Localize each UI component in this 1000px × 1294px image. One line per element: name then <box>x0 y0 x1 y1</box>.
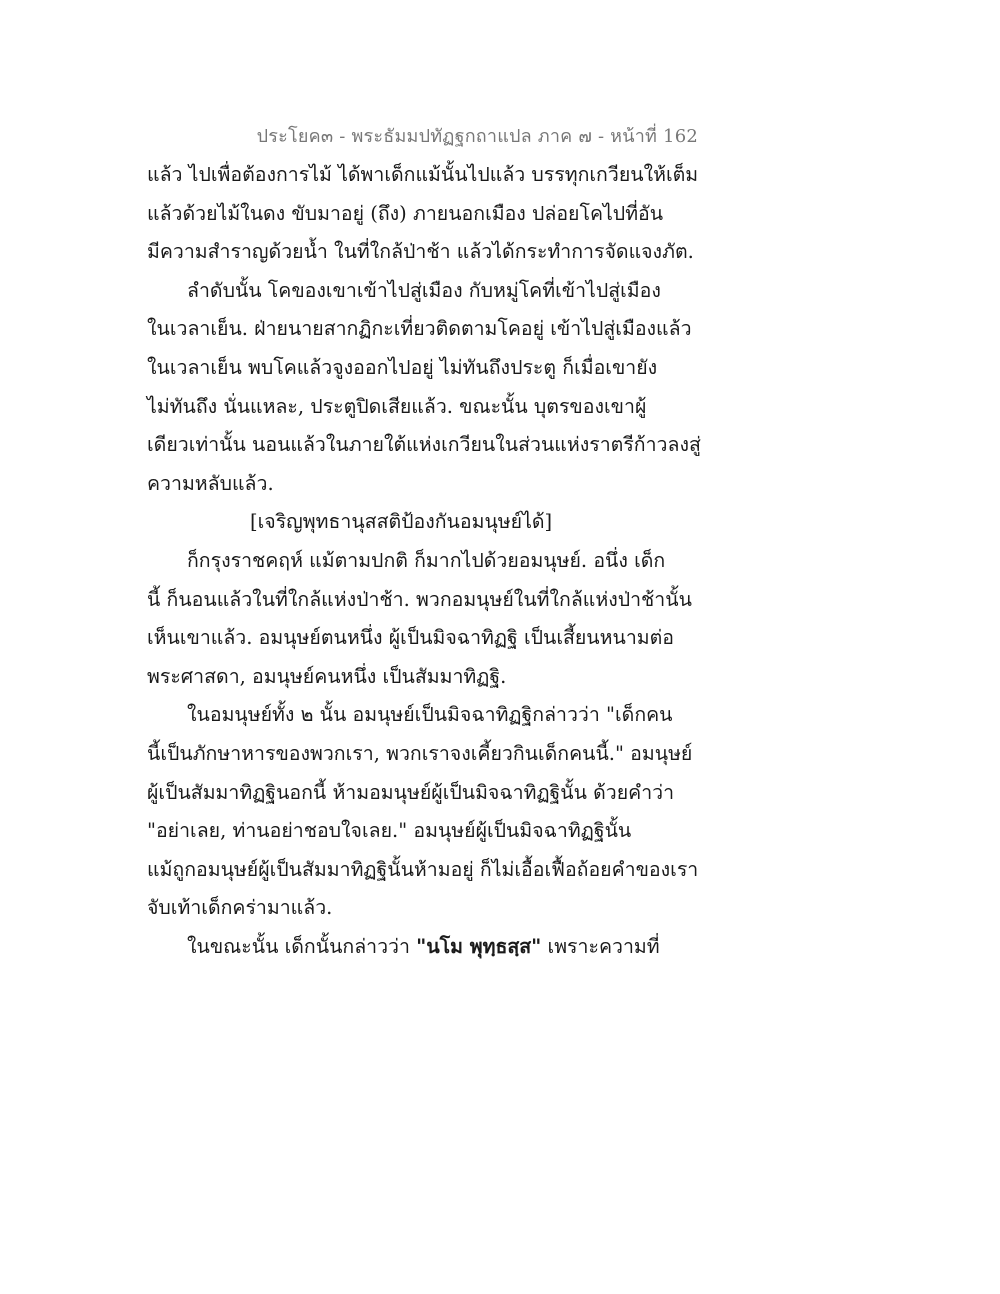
running-header: ประโยค๓ - พระธัมมปทัฏฐกถาแปล ภาค ๗ - หน้าที่ 162 <box>256 126 698 147</box>
paragraph-1 <box>147 156 707 272</box>
body-text <box>147 156 707 966</box>
text-line: "อย่าเลย, ท่านอย่าชอบใจเลย." อมนุษย์ผู้เป็นมิจฉาทิฏฐินั้น <box>147 819 632 843</box>
text-line: พระศาสดา, อมนุษย์คนหนึ่ง เป็นสัมมาทิฏฐิ. <box>147 664 507 688</box>
paragraph-2 <box>147 272 707 504</box>
text-line: เดียวเท่านั้น นอนแล้วในภายใต้แห่งเกวียนในส่วนแห่งราตรีก้าวลงสู่ <box>147 433 701 457</box>
text-line: จับเท้าเด็กคร่ามาแล้ว. <box>147 896 333 920</box>
pali-phrase: "นโม พุทฺธสฺส" <box>416 934 542 958</box>
text-line: แล้วด้วยไม้ในดง ขับมาอยู่ (ถึง) ภายนอกเมือง ปล่อยโคไปที่อัน <box>147 201 664 225</box>
paragraph-3 <box>147 542 707 696</box>
text-line: ในเวลาเย็น พบโคแล้วจูงออกไปอยู่ ไม่ทันถึงประตู ก็เมื่อเขายัง <box>147 355 658 379</box>
text-line: แม้ถูกอมนุษย์ผู้เป็นสัมมาทิฏฐินั้นห้ามอยู่ ก็ไม่เอื้อเฟื้อถ้อยคำของเรา <box>147 857 699 881</box>
text-line: นี้เป็นภักษาหารของพวกเรา, พวกเราจงเคี้ยวกินเด็กคนนี้." อมนุษย์ <box>147 741 693 765</box>
text-line: ผู้เป็นสัมมาทิฏฐินอกนี้ ห้ามอมนุษย์ผู้เป็นมิจฉาทิฏฐินั้น ด้วยคำว่า <box>147 780 675 804</box>
text-line: ความหลับแล้ว. <box>147 471 274 495</box>
paragraph-5 <box>147 928 707 967</box>
section-heading: [เจริญพุทธานุสสติป้องกันอมนุษย์ได้] <box>250 510 553 534</box>
text-line: ในอมนุษย์ทั้ง ๒ นั้น อมนุษย์เป็นมิจฉาทิฏฐิกล่าวว่า "เด็กคน <box>187 703 673 727</box>
text-line: แล้ว ไปเพื่อต้องการไม้ ได้พาเด็กแม้นั้นไปแล้ว บรรทุกเกวียนให้เต็ม <box>147 163 699 186</box>
text-line: ไม่ทันถึง นั่นแหละ, ประตูปิดเสียแล้ว. ขณะนั้น บุตรของเขาผู้ <box>147 394 647 418</box>
text-line: ในเวลาเย็น. ฝ่ายนายสากฏิกะเที่ยวติดตามโคอยู่ เข้าไปสู่เมืองแล้ว <box>147 317 692 341</box>
text-line: มีความสำราญด้วยน้ำ ในที่ใกล้ป่าช้า แล้วได้กระทำการจัดแจงภัต. <box>147 240 694 264</box>
text-line: เห็นเขาแล้ว. อมนุษย์ตนหนึ่ง ผู้เป็นมิจฉาทิฏฐิ เป็นเสี้ยนหนามต่อ <box>147 626 675 650</box>
paragraph-4 <box>147 696 707 928</box>
text-line: ก็กรุงราชคฤห์ แม้ตามปกติ ก็มากไปด้วยอมนุษย์. อนึ่ง เด็ก <box>187 548 666 572</box>
text-line: ลำดับนั้น โคของเขาเข้าไปสู่เมือง กับหมู่โคที่เข้าไปสู่เมือง <box>187 278 661 302</box>
text-span: ในขณะนั้น เด็กนั้นกล่าวว่า <box>187 934 417 958</box>
text-line: นี้ ก็นอนแล้วในที่ใกล้แห่งป่าช้า. พวกอมนุษย์ในที่ใกล้แห่งป่าช้านั้น <box>147 587 692 611</box>
text-span: เพราะความที่ <box>541 934 660 958</box>
